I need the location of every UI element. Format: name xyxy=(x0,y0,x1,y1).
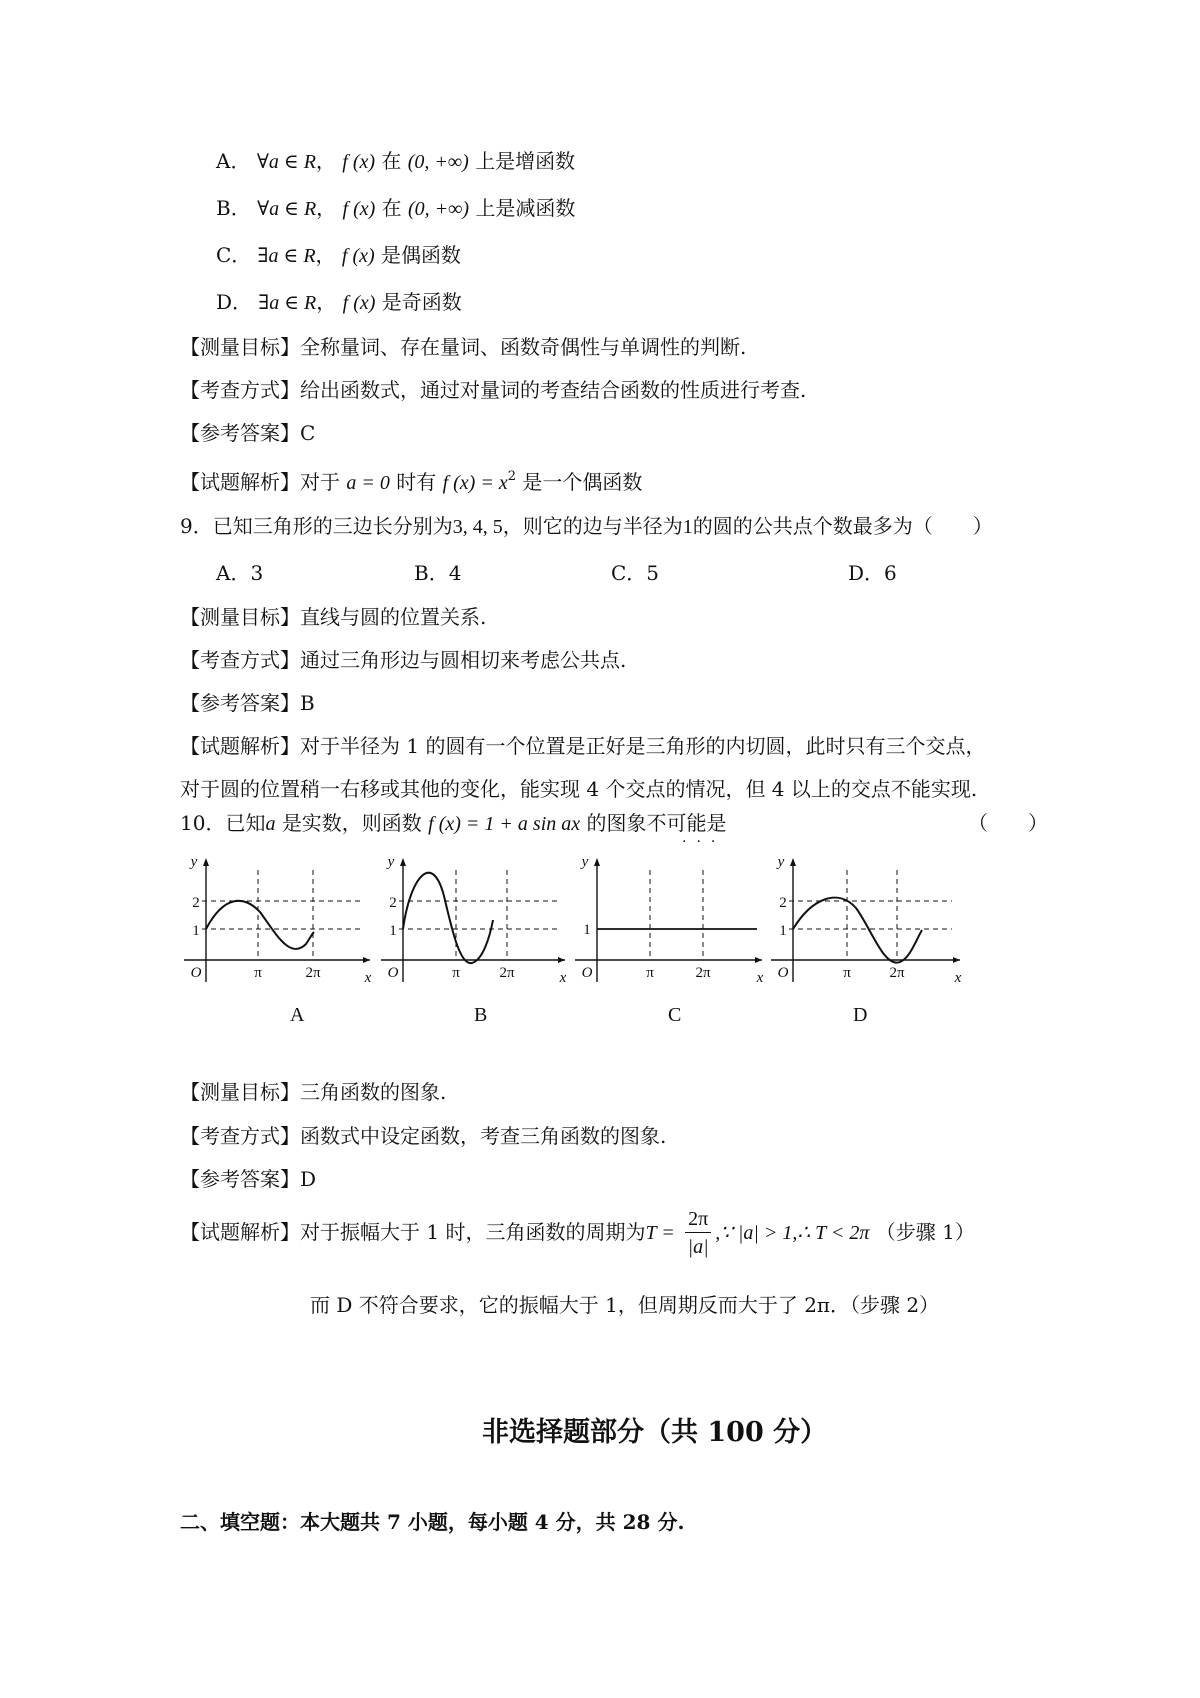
method-text: 函数式中设定函数，考查三角函数的图象. xyxy=(300,1124,667,1148)
emphasis-dots: ··· xyxy=(682,834,726,850)
period-fraction xyxy=(685,1206,711,1261)
separator: ， xyxy=(315,243,336,267)
x-axis-arrow xyxy=(558,957,565,963)
q10-stem xyxy=(180,808,727,839)
q9-answer xyxy=(180,688,315,718)
q9-method xyxy=(180,645,626,675)
y-label: y xyxy=(581,854,589,870)
analysis-text: 对于 xyxy=(300,470,340,494)
math-expression: a = 0 xyxy=(346,472,390,494)
answer-text: D xyxy=(300,1167,317,1191)
analysis-tag: 【试题解析】 xyxy=(180,470,300,494)
step-label: （步骤 1） xyxy=(875,1220,975,1244)
q8-option-c xyxy=(216,240,461,271)
x-label: x xyxy=(954,970,962,986)
target-text: 全称量词、存在量词、函数奇偶性与单调性的判断. xyxy=(300,335,747,359)
method-tag: 【考查方式】 xyxy=(180,648,300,672)
y-tick-label: 2 xyxy=(192,895,200,911)
stem-text: 9．已知三角形的三边长分别为 xyxy=(180,514,453,538)
x-label: x xyxy=(756,970,764,986)
method-tag: 【考查方式】 xyxy=(180,378,300,402)
option-text: 上是增函数 xyxy=(475,149,576,173)
q9-option-b xyxy=(414,558,461,588)
method-text: 给出函数式，通过对量词的考查结合函数的性质进行考查. xyxy=(300,378,807,402)
y-axis-arrow xyxy=(400,858,406,866)
y-axis-arrow xyxy=(790,858,796,866)
q8-answer xyxy=(180,418,315,448)
q8-option-d xyxy=(216,287,462,318)
q10-method xyxy=(180,1121,666,1151)
graph-caption-b: B xyxy=(474,1004,488,1026)
q10-target xyxy=(180,1077,446,1107)
section-title: 非选择题部分（共 100 分） xyxy=(482,1417,828,1448)
function-name: f (x) xyxy=(342,198,376,220)
option-text: A．3 xyxy=(216,561,264,585)
origin-label: O xyxy=(581,965,593,981)
answer-text: B xyxy=(300,691,315,715)
analysis-text: 对于圆的位置稍一右移或其他的变化，能实现 4 个交点的情况，但 4 以上的交点不能实现. xyxy=(180,777,978,801)
math-expression: T = xyxy=(645,1222,675,1244)
stem-text: 10．已知 xyxy=(180,811,266,835)
x-tick-label: π xyxy=(452,965,460,981)
x-axis-arrow xyxy=(363,957,370,963)
option-label: C． xyxy=(216,243,252,267)
q8-option-a xyxy=(216,146,575,177)
stem-text: 是实数，则函数 xyxy=(281,811,422,835)
origin-label: O xyxy=(777,965,789,981)
q9-analysis-line1 xyxy=(180,731,985,761)
q10-graphs xyxy=(0,848,1200,1018)
y-label: y xyxy=(190,854,198,870)
origin-label: O xyxy=(387,965,399,981)
separator: ， xyxy=(315,149,336,173)
x-tick-label: 2π xyxy=(499,965,515,981)
x-tick-label: π xyxy=(843,965,851,981)
quantifier: ∀a ∈ R xyxy=(256,151,316,173)
option-label: A． xyxy=(216,149,251,173)
graph-caption-c: C xyxy=(668,1004,682,1026)
origin-label: O xyxy=(190,965,202,981)
target-tag: 【测量目标】 xyxy=(180,605,300,629)
y-label: y xyxy=(777,854,785,870)
separator: ， xyxy=(316,290,337,314)
variable: a xyxy=(265,813,276,835)
analysis-text: 是一个偶函数 xyxy=(522,470,643,494)
quantifier: ∀a ∈ R xyxy=(257,198,317,220)
answer-paren: （ ） xyxy=(968,811,1048,835)
option-text: C．5 xyxy=(611,561,660,585)
q10-analysis xyxy=(180,1204,975,1261)
target-tag: 【测量目标】 xyxy=(180,1080,300,1104)
q9-option-c xyxy=(611,558,659,588)
option-text: 是奇函数 xyxy=(381,290,462,314)
method-tag: 【考查方式】 xyxy=(180,1124,300,1148)
x-label: x xyxy=(559,970,567,986)
q8-analysis xyxy=(180,462,642,498)
option-text: 在 xyxy=(381,196,402,220)
analysis-text: 对于半径为 1 的圆有一个位置是正好是三角形的内切圆，此时只有三个交点， xyxy=(300,734,986,758)
function-curve xyxy=(793,898,922,963)
stem-text: 的图象不可能是 xyxy=(586,811,727,835)
q10-answer-paren xyxy=(968,808,1048,838)
option-text: D．6 xyxy=(848,561,897,585)
interval: (0, +∞) xyxy=(408,198,470,220)
option-text: 是偶函数 xyxy=(381,243,462,267)
analysis-tag: 【试题解析】 xyxy=(180,734,300,758)
y-tick-label: 1 xyxy=(389,923,397,939)
function-name: f (x) xyxy=(342,151,376,173)
target-tag: 【测量目标】 xyxy=(180,335,300,359)
option-label: D． xyxy=(216,290,253,314)
q8-method xyxy=(180,375,806,405)
x-label: x xyxy=(364,970,372,986)
q9-option-a xyxy=(216,558,263,588)
section-subtitle: 二、填空题：本大题共 7 小题，每小题 4 分，共 28 分. xyxy=(180,1510,685,1534)
x-tick-label: 2π xyxy=(305,965,321,981)
y-tick-label: 2 xyxy=(389,895,397,911)
function-curve xyxy=(403,873,493,963)
math-expression: f (x) = x xyxy=(442,472,508,494)
quantifier: ∃a ∈ R xyxy=(258,292,317,314)
y-tick-label: 1 xyxy=(192,923,200,939)
option-text: B．4 xyxy=(414,561,462,585)
y-tick-label: 1 xyxy=(779,923,787,939)
target-text: 直线与圆的位置关系. xyxy=(300,605,487,629)
radius-value: 1 xyxy=(682,516,693,538)
y-label: y xyxy=(387,854,395,870)
x-tick-label: π xyxy=(646,965,654,981)
separator: ， xyxy=(316,196,337,220)
x-tick-label: 2π xyxy=(889,965,905,981)
fraction-numerator: 2π xyxy=(685,1206,711,1233)
side-lengths: 3, 4, 5 xyxy=(452,516,503,538)
answer-tag: 【参考答案】 xyxy=(180,421,300,445)
quantifier: ∃a ∈ R xyxy=(257,245,316,267)
q8-option-b xyxy=(216,193,575,224)
y-axis-arrow xyxy=(203,858,209,866)
analysis-text: 时有 xyxy=(396,470,437,494)
x-axis-arrow xyxy=(755,957,762,963)
function-name: f (x) xyxy=(341,245,375,267)
q9-target xyxy=(180,602,486,632)
q10-answer xyxy=(180,1164,316,1194)
x-tick-label: 2π xyxy=(695,965,711,981)
graph-caption-d: D xyxy=(853,1004,868,1026)
y-axis-arrow xyxy=(594,858,600,866)
fraction-denominator: |a| xyxy=(687,1236,709,1258)
x-tick-label: π xyxy=(254,965,262,981)
answer-text: C xyxy=(300,421,316,445)
analysis-tag: 【试题解析】 xyxy=(180,1220,300,1244)
function-expression: f (x) = 1 + a sin ax xyxy=(428,813,581,835)
stem-text: 的圆的公共点个数最多为（ ） xyxy=(692,514,993,538)
answer-tag: 【参考答案】 xyxy=(180,1167,300,1191)
stem-text: ，则它的边与半径为 xyxy=(502,514,683,538)
x-axis-arrow xyxy=(953,957,960,963)
math-expression: ,∵ |a| > 1,∴ T < 2π xyxy=(715,1222,870,1244)
y-tick-label: 1 xyxy=(583,922,591,938)
graph-caption-a: A xyxy=(290,1004,305,1026)
option-label: B． xyxy=(216,196,251,220)
option-text: 上是减函数 xyxy=(475,196,576,220)
function-curve xyxy=(206,901,314,949)
analysis-text: 而 D 不符合要求，它的振幅大于 1，但周期反而大于了 2π．（步骤 2） xyxy=(310,1293,940,1317)
answer-tag: 【参考答案】 xyxy=(180,691,300,715)
method-text: 通过三角形边与圆相切来考虑公共点. xyxy=(300,648,627,672)
q10-analysis-line2 xyxy=(310,1290,939,1320)
q9-analysis-line2 xyxy=(180,774,977,804)
analysis-text: 对于振幅大于 1 时，三角函数的周期为 xyxy=(300,1220,646,1244)
y-tick-label: 2 xyxy=(779,895,787,911)
option-text: 在 xyxy=(381,149,402,173)
q9-stem xyxy=(180,511,993,542)
interval: (0, +∞) xyxy=(407,151,469,173)
target-text: 三角函数的图象. xyxy=(300,1080,447,1104)
q9-option-d xyxy=(848,558,897,588)
q8-target xyxy=(180,332,746,362)
exponent: 2 xyxy=(507,469,516,484)
function-name: f (x) xyxy=(342,292,376,314)
